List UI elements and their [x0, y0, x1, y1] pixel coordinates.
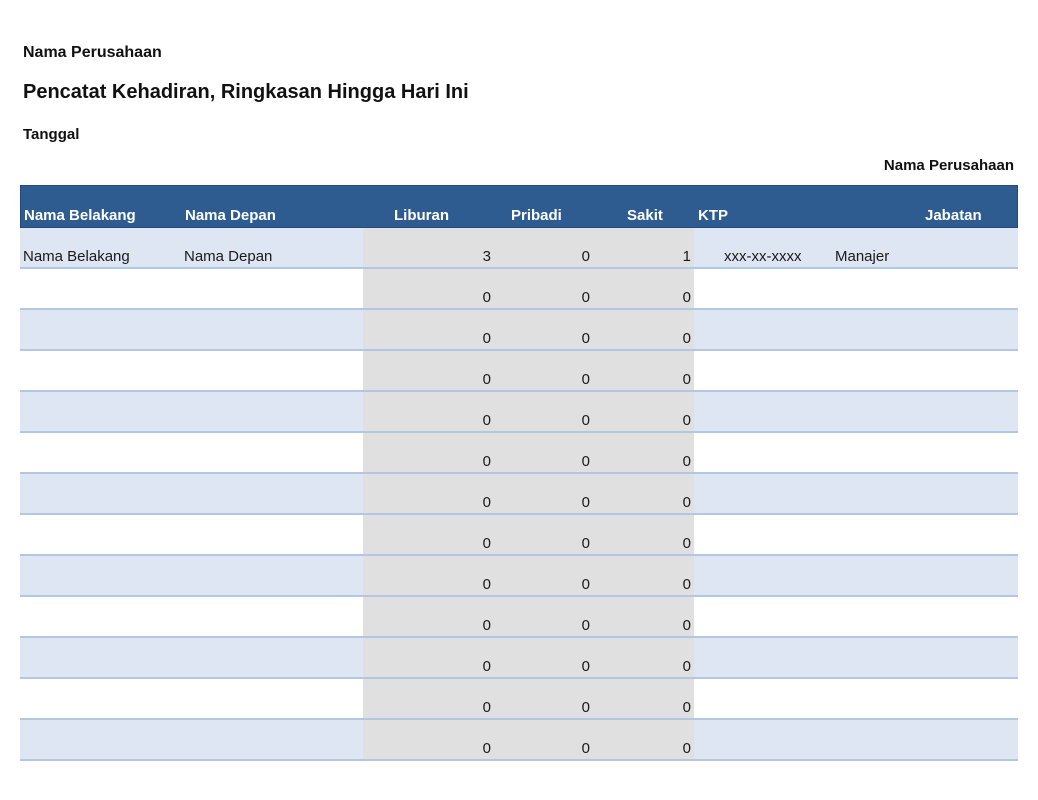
cell-sick[interactable]: 0 — [682, 371, 691, 388]
calculated-columns-shade — [363, 269, 694, 308]
calculated-columns-shade — [363, 638, 694, 677]
calculated-columns-shade — [363, 556, 694, 595]
cell-vacation[interactable]: 0 — [482, 494, 491, 511]
table-body — [20, 228, 1018, 761]
col-header-last-name[interactable]: Nama Belakang — [24, 207, 136, 224]
cell-last-name[interactable]: Nama Belakang — [23, 248, 130, 265]
table-row — [20, 351, 1018, 392]
cell-vacation[interactable]: 3 — [482, 248, 491, 265]
table-row — [20, 720, 1018, 761]
cell-vacation[interactable]: 0 — [482, 330, 491, 347]
cell-sick[interactable]: 0 — [682, 330, 691, 347]
calculated-columns-shade — [363, 392, 694, 431]
cell-personal[interactable]: 0 — [581, 535, 590, 552]
cell-sick[interactable]: 0 — [682, 412, 691, 429]
attendance-table — [20, 185, 1018, 761]
col-header-id[interactable]: KTP — [698, 207, 728, 224]
cell-sick[interactable]: 0 — [682, 494, 691, 511]
calculated-columns-shade — [363, 433, 694, 472]
table-row — [20, 515, 1018, 556]
col-header-vacation[interactable]: Liburan — [394, 207, 449, 224]
cell-vacation[interactable]: 0 — [482, 412, 491, 429]
calculated-columns-shade — [363, 515, 694, 554]
calculated-columns-shade — [363, 310, 694, 349]
table-row — [20, 269, 1018, 310]
table-row — [20, 597, 1018, 638]
table-header — [20, 185, 1018, 228]
table-row — [20, 474, 1018, 515]
calculated-columns-shade — [363, 597, 694, 636]
col-header-personal[interactable]: Pribadi — [511, 207, 562, 224]
cell-vacation[interactable]: 0 — [482, 740, 491, 757]
cell-sick[interactable]: 0 — [682, 535, 691, 552]
table-row — [20, 638, 1018, 679]
cell-personal[interactable]: 0 — [581, 289, 590, 306]
calculated-columns-shade — [363, 720, 694, 759]
cell-vacation[interactable]: 0 — [482, 699, 491, 716]
date-label: Tanggal — [23, 126, 80, 143]
company-name: Nama Perusahaan — [23, 44, 162, 61]
cell-vacation[interactable]: 0 — [482, 617, 491, 634]
cell-personal[interactable]: 0 — [581, 330, 590, 347]
company-name-right: Nama Perusahaan — [883, 157, 1014, 174]
cell-sick[interactable]: 0 — [682, 617, 691, 634]
cell-sick[interactable]: 0 — [682, 453, 691, 470]
cell-personal[interactable]: 0 — [581, 371, 590, 388]
calculated-columns-shade — [363, 679, 694, 718]
cell-personal[interactable]: 0 — [581, 412, 590, 429]
cell-vacation[interactable]: 0 — [482, 576, 491, 593]
page-title: Pencatat Kehadiran, Ringkasan Hingga Hari Ini — [23, 81, 469, 103]
table-row — [20, 228, 1018, 269]
table-row — [20, 556, 1018, 597]
col-header-position[interactable]: Jabatan — [925, 207, 982, 224]
cell-personal[interactable]: 0 — [581, 699, 590, 716]
cell-sick[interactable]: 0 — [682, 699, 691, 716]
cell-personal[interactable]: 0 — [581, 740, 590, 757]
cell-sick[interactable]: 0 — [682, 289, 691, 306]
cell-personal[interactable]: 0 — [581, 453, 590, 470]
cell-id[interactable]: xxx-xx-xxxx — [724, 248, 802, 265]
calculated-columns-shade — [363, 474, 694, 513]
cell-sick[interactable]: 0 — [682, 740, 691, 757]
calculated-columns-shade — [363, 351, 694, 390]
table-row — [20, 392, 1018, 433]
cell-position[interactable]: Manajer — [835, 248, 890, 265]
table-row — [20, 310, 1018, 351]
cell-sick[interactable]: 0 — [682, 576, 691, 593]
table-row — [20, 679, 1018, 720]
cell-first-name[interactable]: Nama Depan — [184, 248, 273, 265]
cell-personal[interactable]: 0 — [581, 248, 590, 265]
col-header-sick[interactable]: Sakit — [627, 207, 663, 224]
cell-personal[interactable]: 0 — [581, 617, 590, 634]
cell-vacation[interactable]: 0 — [482, 535, 491, 552]
cell-sick[interactable]: 1 — [682, 248, 691, 265]
cell-personal[interactable]: 0 — [581, 494, 590, 511]
cell-vacation[interactable]: 0 — [482, 658, 491, 675]
cell-vacation[interactable]: 0 — [482, 289, 491, 306]
cell-vacation[interactable]: 0 — [482, 453, 491, 470]
table-row — [20, 433, 1018, 474]
cell-vacation[interactable]: 0 — [482, 371, 491, 388]
col-header-first-name[interactable]: Nama Depan — [185, 207, 276, 224]
calculated-columns-shade — [363, 228, 694, 267]
cell-personal[interactable]: 0 — [581, 576, 590, 593]
cell-personal[interactable]: 0 — [581, 658, 590, 675]
cell-sick[interactable]: 0 — [682, 658, 691, 675]
